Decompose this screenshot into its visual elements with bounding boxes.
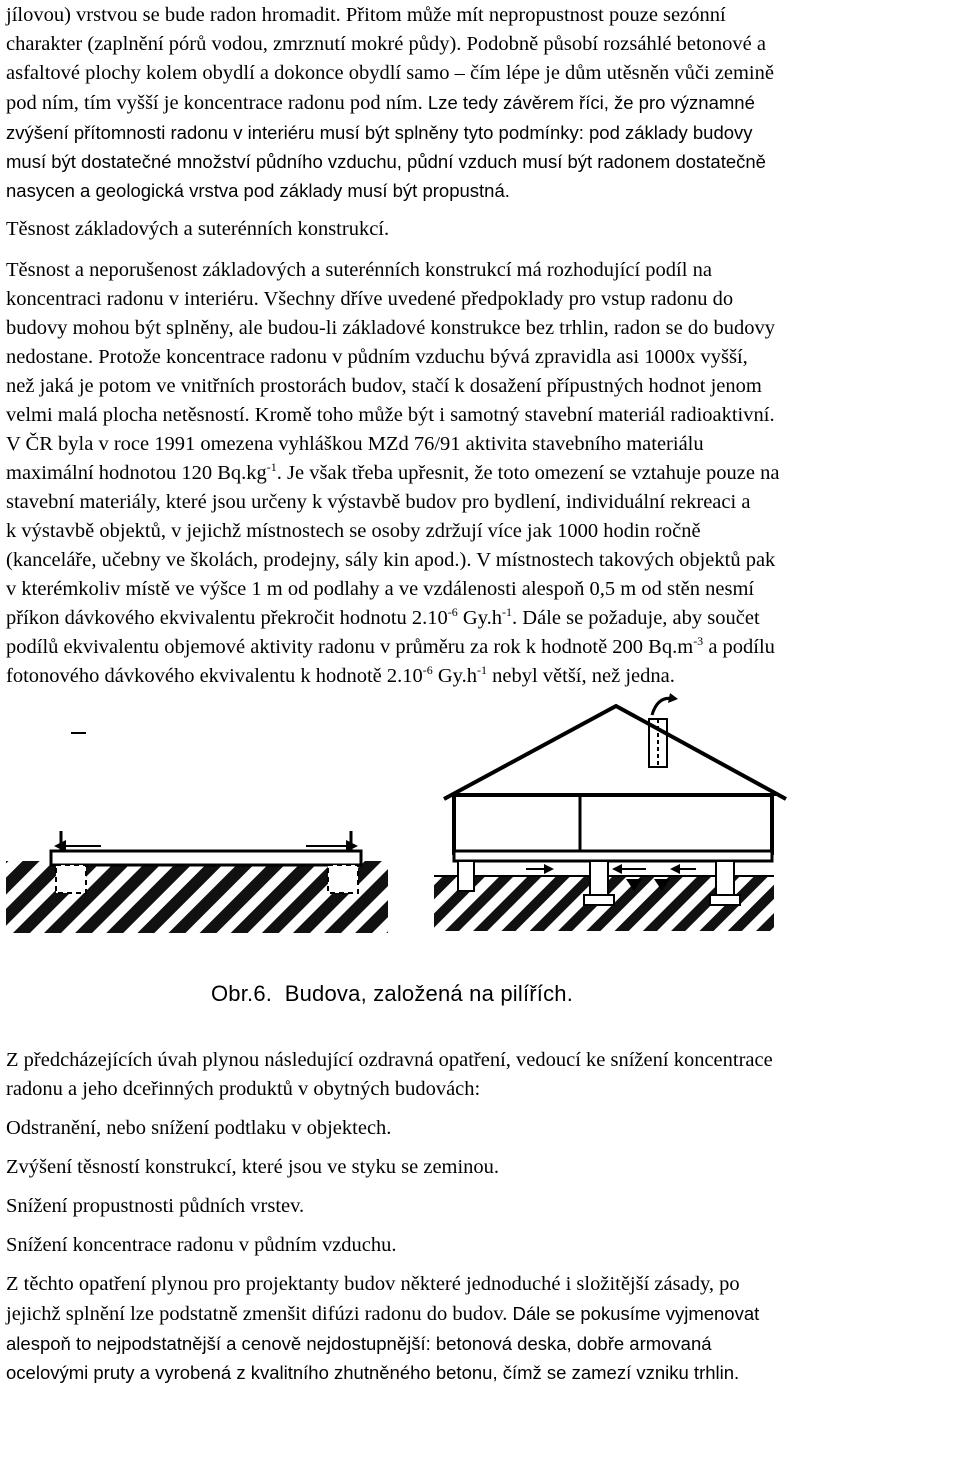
figure-caption bbox=[211, 981, 573, 1007]
paragraph-foundation-tightness bbox=[6, 256, 954, 691]
superscript: -1 bbox=[476, 663, 487, 677]
text-segment: Gy.h bbox=[457, 607, 503, 629]
text-line bbox=[6, 633, 954, 662]
text-segment: Protože koncentrace radonu v půdním vzduchu bývá zpravidla asi 1000x vyšší, bbox=[93, 346, 748, 368]
text-segment: pod ním, tím vyšší je koncentrace radonu pod ním. bbox=[6, 92, 423, 114]
text-segment: Lze tedy závěrem říci, že pro významné bbox=[422, 92, 755, 113]
text-line: musí být dostatečné množství půdního vzduchu, půdní vzduch musí být radonem dostatečně bbox=[6, 151, 766, 172]
text-segment: . Je však třeba upřesnit, že toto omezení se vztahuje pouze na bbox=[276, 462, 780, 484]
list-item: Snížení koncentrace radonu v půdním vzduchu. bbox=[6, 1234, 397, 1256]
text-segment: koncentraci radonu v interiéru. bbox=[6, 288, 259, 310]
text-segment: jejichž splnění lze podstatně zmenšit difúzi radonu do budov. bbox=[6, 1303, 508, 1325]
text-line: ocelovými pruty a vyrobená z kvalitního zhutněného betonu, čímž se zamezí vzniku trhlin. bbox=[6, 1362, 740, 1383]
figure-caption-text: Budova, založená na pilířích. bbox=[284, 981, 574, 1006]
paragraph-soil-conditions bbox=[6, 1, 954, 205]
text-line: V ČR byla v roce 1991 omezena vyhláškou MZd 76/91 aktivita stavebního materiálu bbox=[6, 433, 704, 455]
superscript: -6 bbox=[422, 663, 433, 677]
text-segment: nebyl větší, než jedna. bbox=[486, 665, 675, 687]
superscript: -3 bbox=[693, 634, 704, 648]
text-segment: a podílu bbox=[703, 636, 775, 658]
text-line: v kterémkoliv místě ve výšce 1 m od podlahy a ve vzdálenosti alespoň 0,5 m od stěn nesmí bbox=[6, 578, 755, 600]
paragraph-remediation-intro bbox=[6, 1046, 954, 1104]
list-item: Snížení propustnosti půdních vrstev. bbox=[6, 1195, 305, 1217]
list-item: Zvýšení těsností konstrukcí, které jsou ve styku se zeminou. bbox=[6, 1156, 500, 1178]
text-line: jílovou) vrstvou se bude radon hromadit. Přitom může mít nepropustnost pouze sezónní bbox=[6, 4, 726, 26]
text-segment: Všechny dříve uvedené předpoklady pro vstup radonu do bbox=[258, 288, 734, 310]
text-segment: maximální hodnotou 120 Bq.kg bbox=[6, 462, 267, 484]
list-item: Odstranění, nebo snížení podtlaku v objektech. bbox=[6, 1117, 392, 1139]
text-line: charakter (zaplnění pórů vodou, zmrznutí mokré půdy). Podobně působí rozsáhlé betonové a bbox=[6, 33, 766, 55]
document-page bbox=[6, 0, 954, 1387]
text-line: k výstavbě objektů, v jejichž místnostech se osoby zdržují více jak 1000 hodin ročně bbox=[6, 520, 701, 542]
left-ground-section bbox=[6, 733, 388, 933]
text-line: Z těchto opatření plynou pro projektanty budov některé jednoduché i složitější zásady, po bbox=[6, 1273, 740, 1295]
superscript: -6 bbox=[447, 605, 458, 619]
text-line: než jaká je potom ve vnitřních prostorách budov, stačí k dosažení přípustných hodnot jenom bbox=[6, 375, 762, 397]
text-line: zvýšení přítomnosti radonu v interiéru musí být splněny tyto podmínky: pod základy budovy bbox=[6, 122, 753, 143]
text-line bbox=[6, 285, 954, 314]
text-segment: nedostane. bbox=[6, 346, 94, 368]
text-line: Těsnost a neporušenost základových a suterénních konstrukcí má rozhodující podíl na bbox=[6, 259, 712, 281]
text-segment: Gy.h bbox=[432, 665, 477, 687]
figure-label: Obr.6. bbox=[211, 981, 273, 1006]
text-line bbox=[6, 88, 954, 118]
text-line bbox=[6, 604, 954, 633]
text-line: alespoň to nejpodstatnější a cenově nejdostupnější: betonová deska, dobře armovaná bbox=[6, 1333, 712, 1354]
text-line bbox=[6, 401, 954, 430]
text-line: asfaltové plochy kolem obydlí a dokonce obydlí samo – čím lépe je dům utěsněn vůči zemině bbox=[6, 62, 774, 84]
text-segment: fotonového dávkového ekvivalentu k hodnotě 2.10 bbox=[6, 665, 423, 687]
section-heading: Těsnost základových a suterénních konstrukcí. bbox=[6, 218, 390, 240]
text-line: radonu a jeho dceřinných produktů v obytných budovách: bbox=[6, 1078, 481, 1100]
text-line: stavební materiály, které jsou určeny k výstavbě budov pro bydlení, individuální rekreaci a bbox=[6, 491, 751, 513]
text-line bbox=[6, 459, 954, 488]
text-segment: Dále se pokusíme vyjmenovat bbox=[507, 1303, 760, 1324]
superscript: -1 bbox=[266, 460, 277, 474]
text-line bbox=[6, 343, 954, 372]
text-segment: velmi malá plocha netěsností. bbox=[6, 404, 250, 426]
text-line: Z předcházejících úvah plynou následující ozdravná opatření, vedoucí ke snížení koncentrace bbox=[6, 1049, 773, 1071]
superscript: -1 bbox=[502, 605, 513, 619]
house-on-pillars bbox=[434, 693, 786, 931]
text-segment: . Dále se požaduje, aby součet bbox=[512, 607, 760, 629]
text-line bbox=[6, 1299, 954, 1329]
text-segment: podílů ekvivalentu objemové aktivity radonu v průměru za rok k hodnotě 200 Bq.m bbox=[6, 636, 694, 658]
figure-building-on-pillars bbox=[6, 691, 954, 1046]
text-line: (kanceláře, učebny ve školách, prodejny, sály kin apod.). V místnostech takových objektů pak bbox=[6, 549, 776, 571]
text-line: budovy mohou být splněny, ale budou-li základové konstrukce bez trhlin, radon se do budovy bbox=[6, 317, 775, 339]
building-diagram bbox=[6, 691, 954, 991]
text-line: nasycen a geologická vrstva pod základy musí být propustná. bbox=[6, 180, 510, 201]
paragraph-design-principles bbox=[6, 1270, 954, 1387]
text-line bbox=[6, 662, 954, 691]
text-segment: příkon dávkového ekvivalentu překročit hodnotu 2.10 bbox=[6, 607, 448, 629]
text-segment: Kromě toho může být i samotný stavební materiál radioaktivní. bbox=[249, 404, 775, 426]
